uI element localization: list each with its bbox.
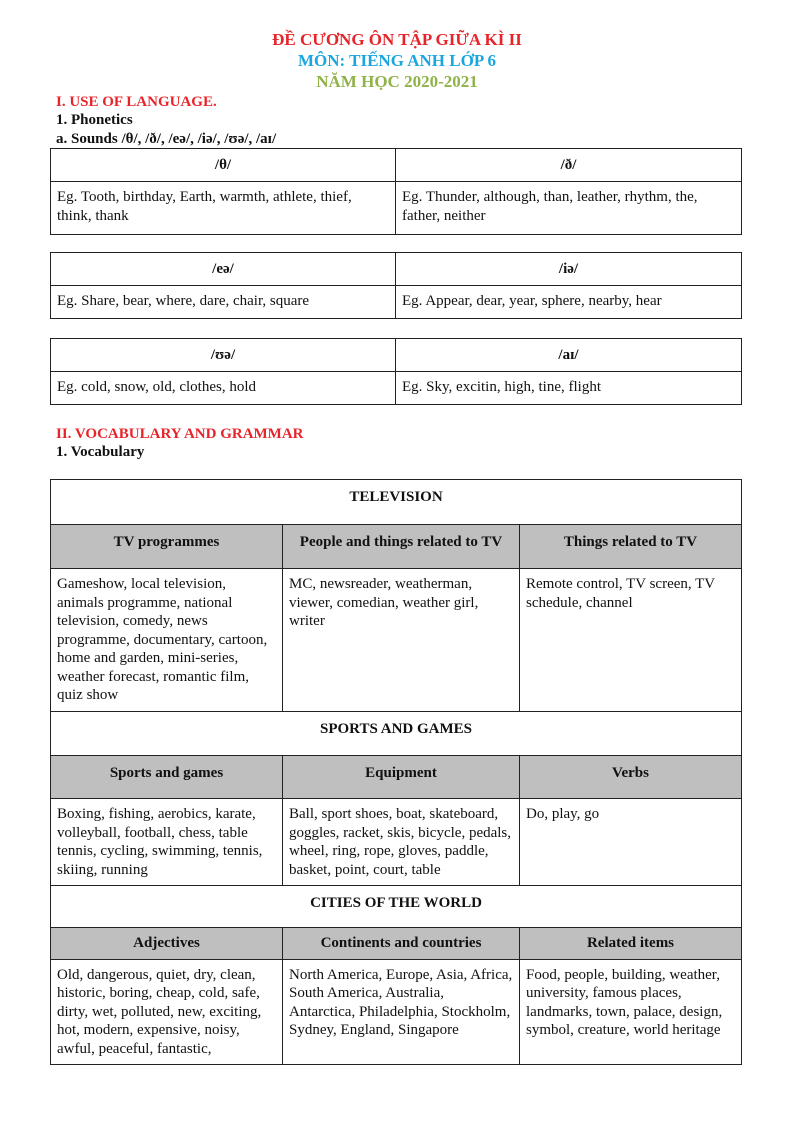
column-header: Related items: [520, 928, 742, 960]
section-2-heading: II. VOCABULARY AND GRAMMAR: [56, 426, 304, 442]
section-1-heading: I. USE OF LANGUAGE.: [56, 94, 217, 110]
vocabulary-table: [50, 479, 742, 1065]
vocab-cell: North America, Europe, Asia, Africa, South America, Australia, Antarctica, Philadelphia, Stockholm, Sydney, England, Singapore: [283, 959, 520, 1065]
sound-examples: Eg. Share, bear, where, dare, chair, square: [51, 286, 396, 319]
sound-header: /θ/: [51, 149, 396, 182]
sounds-table-1: [50, 148, 742, 235]
title-line-2: MÔN: TIẾNG ANH LỚP 6: [297, 51, 497, 70]
topic-row: CITIES OF THE WORLD: [51, 886, 742, 928]
sound-header: /iə/: [396, 253, 742, 286]
sounds-table-2: [50, 252, 742, 319]
sound-header: /ʊə/: [51, 339, 396, 372]
column-header: Things related to TV: [520, 525, 742, 569]
vocabulary-heading: 1. Vocabulary: [56, 444, 145, 460]
sounds-heading: a. Sounds /θ/, /ð/, /eə/, /iə/, /ʊə/, /aɪ/: [56, 131, 277, 147]
vocab-cell: Boxing, fishing, aerobics, karate, volleyball, football, chess, table tennis, cycling, swimming, tennis, skiing, running: [51, 799, 283, 886]
sound-examples: Eg. Tooth, birthday, Earth, warmth, athlete, thief, think, thank: [51, 182, 396, 235]
sound-header: /aɪ/: [396, 339, 742, 372]
column-header: Verbs: [520, 756, 742, 799]
phonetics-heading: 1. Phonetics: [56, 112, 133, 128]
sound-header: /eə/: [51, 253, 396, 286]
vocab-cell: Ball, sport shoes, boat, skateboard, goggles, racket, skis, bicycle, pedals, wheel, ring, rope, gloves, paddle, basket, point, court, table: [283, 799, 520, 886]
sound-examples: Eg. Sky, excitin, high, tine, flight: [396, 372, 742, 405]
sound-examples: Eg. Thunder, although, than, leather, rhythm, the, father, neither: [396, 182, 742, 235]
sound-examples: Eg. cold, snow, old, clothes, hold: [51, 372, 396, 405]
vocab-cell: Do, play, go: [520, 799, 742, 886]
document-title: [0, 29, 794, 92]
vocab-cell: MC, newsreader, weatherman, viewer, comedian, weather girl, writer: [283, 569, 520, 712]
column-header: People and things related to TV: [283, 525, 520, 569]
topic-row: SPORTS AND GAMES: [51, 712, 742, 756]
title-line-1: ĐỀ CƯƠNG ÔN TẬP GIỮA KÌ II: [272, 30, 522, 49]
vocab-cell: Food, people, building, weather, university, famous places, landmarks, town, palace, design, symbol, creature, world heritage: [520, 959, 742, 1065]
column-header: Adjectives: [51, 928, 283, 960]
sound-examples: Eg. Appear, dear, year, sphere, nearby, hear: [396, 286, 742, 319]
title-line-3: NĂM HỌC 2020-2021: [316, 72, 478, 91]
column-header: Continents and countries: [283, 928, 520, 960]
column-header: Sports and games: [51, 756, 283, 799]
sound-header: /ð/: [396, 149, 742, 182]
vocab-cell: Old, dangerous, quiet, dry, clean, historic, boring, cheap, cold, safe, dirty, wet, polluted, new, exciting, hot, modern, expensive, noisy, awful, peaceful, fantastic,: [51, 959, 283, 1065]
topic-row: TELEVISION: [51, 480, 742, 525]
vocab-cell: Remote control, TV screen, TV schedule, channel: [520, 569, 742, 712]
column-header: Equipment: [283, 756, 520, 799]
column-header: TV programmes: [51, 525, 283, 569]
sounds-table-3: [50, 338, 742, 405]
vocab-cell: Gameshow, local television, animals programme, national television, comedy, news programme, documentary, cartoon, home and garden, mini-series, weather forecast, romantic film, quiz show: [51, 569, 283, 712]
